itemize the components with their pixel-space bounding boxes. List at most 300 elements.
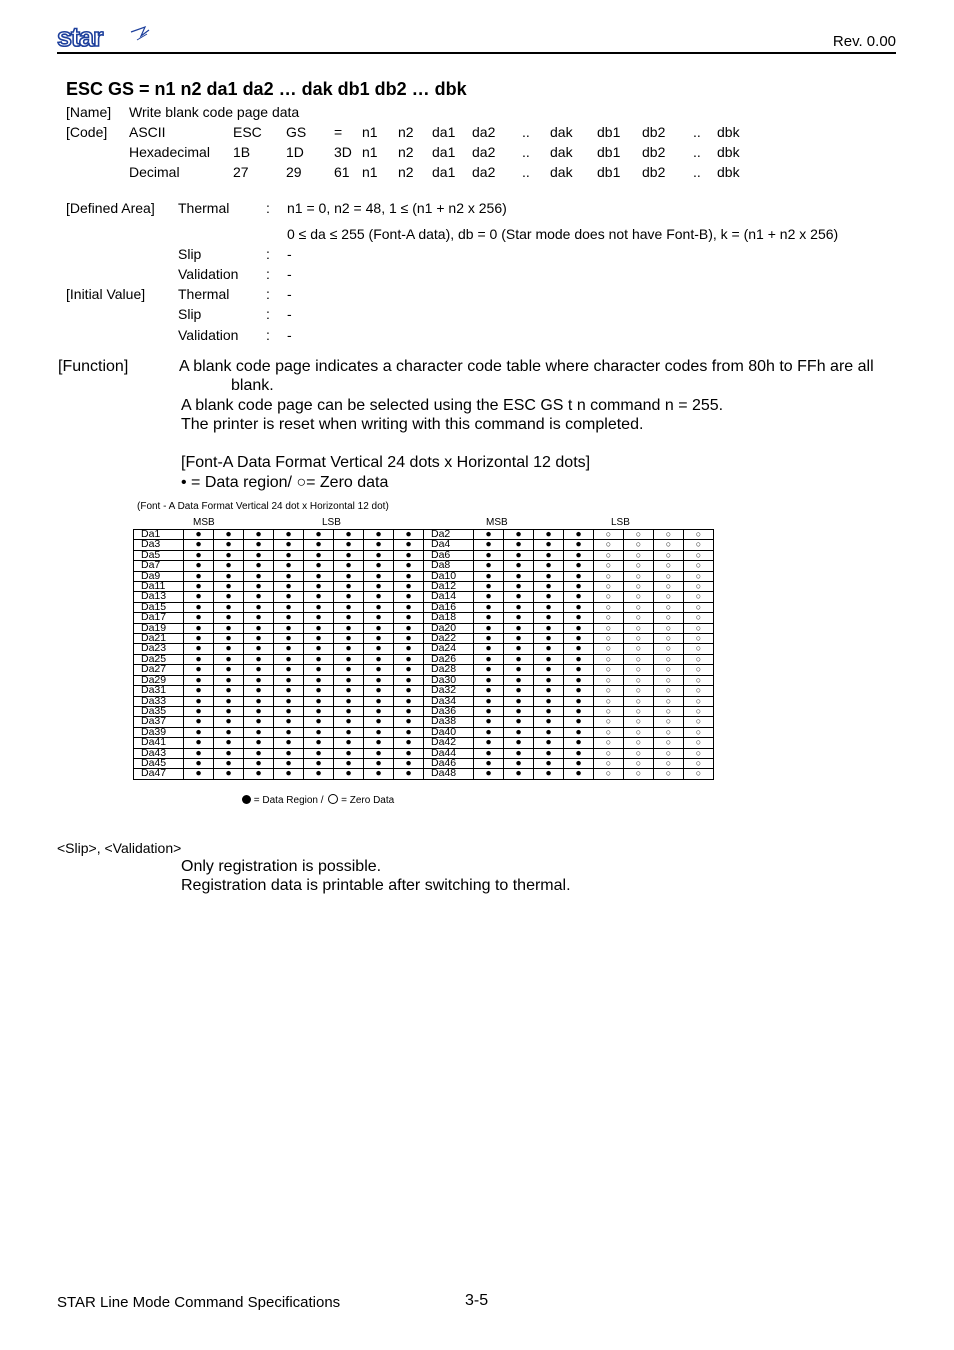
dot-cell: ○ — [624, 644, 654, 654]
dot-cell: ● — [504, 571, 534, 581]
dot-cell: ● — [274, 540, 304, 550]
dot-cell: ○ — [684, 717, 714, 727]
dot-cell: ● — [184, 769, 214, 779]
font-a-data-table — [133, 529, 714, 780]
row-label: Da28 — [424, 665, 474, 675]
dot-cell: ● — [244, 634, 274, 644]
dot-cell: ● — [244, 665, 274, 675]
dot-cell: ● — [214, 665, 244, 675]
dot-cell: ● — [214, 582, 244, 592]
dot-cell: ● — [334, 738, 364, 748]
dot-cell: ● — [304, 686, 334, 696]
dot-cell: ● — [564, 675, 594, 685]
code-cell: dak — [550, 164, 573, 180]
dot-cell: ● — [334, 592, 364, 602]
dot-cell: ○ — [654, 634, 684, 644]
dot-cell: ● — [364, 654, 394, 664]
table-row — [134, 686, 714, 696]
dot-cell: ● — [364, 561, 394, 571]
dot-cell: ○ — [594, 550, 624, 560]
dot-cell: ○ — [654, 582, 684, 592]
dot-cell: ○ — [594, 540, 624, 550]
dot-cell: ● — [334, 540, 364, 550]
code-cell: .. — [693, 164, 701, 180]
dot-cell: ○ — [684, 602, 714, 612]
dot-cell: ● — [304, 748, 334, 758]
dot-cell: ○ — [624, 665, 654, 675]
dot-cell: ● — [364, 613, 394, 623]
dot-cell: ● — [334, 571, 364, 581]
dot-cell: ● — [184, 696, 214, 706]
dot-cell: ○ — [654, 602, 684, 612]
dot-cell: ● — [474, 717, 504, 727]
dot-cell: ● — [504, 654, 534, 664]
dot-cell: ● — [564, 602, 594, 612]
dot-cell: ● — [304, 613, 334, 623]
dot-cell: ● — [214, 571, 244, 581]
dot-cell: ● — [504, 613, 534, 623]
dot-cell: ● — [334, 748, 364, 758]
dot-cell: ● — [394, 644, 424, 654]
dot-cell: ○ — [624, 654, 654, 664]
dot-cell: ● — [394, 623, 424, 633]
dot-cell: ● — [474, 644, 504, 654]
row-label: Da46 — [424, 758, 474, 768]
msb-label: MSB — [193, 517, 215, 528]
dot-cell: ● — [214, 675, 244, 685]
dot-cell: ● — [334, 634, 364, 644]
dot-cell: ● — [184, 530, 214, 540]
dot-cell: ● — [244, 748, 274, 758]
row-label: Da35 — [134, 706, 184, 716]
name-label: [Name] — [66, 104, 112, 120]
dot-cell: ○ — [684, 592, 714, 602]
dot-cell: ● — [214, 758, 244, 768]
dot-cell: ● — [564, 717, 594, 727]
dot-cell: ● — [474, 571, 504, 581]
dot-cell: ● — [394, 602, 424, 612]
dot-cell: ○ — [624, 717, 654, 727]
dot-cell: ○ — [594, 706, 624, 716]
dot-cell: ● — [394, 634, 424, 644]
code-cell: da2 — [472, 164, 496, 180]
dot-cell: ● — [394, 727, 424, 737]
dot-cell: ● — [274, 654, 304, 664]
code-cell: db1 — [597, 164, 621, 180]
dot-cell: ● — [504, 717, 534, 727]
function-p1-line2: blank. — [231, 377, 274, 394]
row-label: Da19 — [134, 623, 184, 633]
dot-cell: ○ — [654, 654, 684, 664]
dot-cell: ● — [394, 613, 424, 623]
slip-validation-line1: Only registration is possible. — [181, 858, 382, 875]
dot-cell: ○ — [684, 571, 714, 581]
dot-cell: ● — [214, 686, 244, 696]
dot-cell: ○ — [594, 686, 624, 696]
code-row-label: Decimal — [129, 164, 180, 180]
dot-cell: ● — [184, 644, 214, 654]
dot-cell: ○ — [654, 592, 684, 602]
code-cell: n1 — [362, 164, 378, 180]
dot-cell: ○ — [624, 530, 654, 540]
row-label: Da1 — [134, 530, 184, 540]
dot-cell: ● — [184, 561, 214, 571]
dot-cell: ○ — [654, 613, 684, 623]
dot-cell: ● — [244, 561, 274, 571]
dot-cell: ● — [274, 748, 304, 758]
dot-cell: ○ — [594, 654, 624, 664]
dot-cell: ● — [564, 540, 594, 550]
dot-cell: ○ — [684, 644, 714, 654]
dot-cell: ○ — [684, 623, 714, 633]
dot-cell: ● — [304, 571, 334, 581]
dot-cell: ● — [214, 634, 244, 644]
table-row — [134, 571, 714, 581]
dot-cell: ○ — [654, 540, 684, 550]
dot-cell: ● — [274, 717, 304, 727]
dot-cell: ● — [334, 561, 364, 571]
row-label: Da27 — [134, 665, 184, 675]
dot-cell: ● — [504, 696, 534, 706]
dot-cell: ● — [504, 738, 534, 748]
dot-cell: ● — [304, 530, 334, 540]
dot-cell: ● — [534, 550, 564, 560]
dot-cell: ● — [534, 571, 564, 581]
colon: : — [266, 327, 270, 343]
dot-cell: ○ — [684, 634, 714, 644]
dot-cell: ● — [504, 706, 534, 716]
dot-cell: ● — [334, 602, 364, 612]
dot-cell: ○ — [654, 530, 684, 540]
dot-cell: ● — [534, 634, 564, 644]
dot-cell: ● — [364, 530, 394, 540]
dot-cell: ● — [534, 727, 564, 737]
dot-cell: ● — [184, 623, 214, 633]
dot-cell: ● — [534, 769, 564, 779]
dot-cell: ● — [474, 530, 504, 540]
code-cell: db2 — [642, 164, 666, 180]
dot-cell: ● — [504, 592, 534, 602]
dot-cell: ● — [364, 769, 394, 779]
dot-cell: ● — [394, 571, 424, 581]
dot-cell: ○ — [654, 571, 684, 581]
dot-cell: ● — [474, 727, 504, 737]
dot-cell: ○ — [594, 758, 624, 768]
initial-thermal-label: Thermal — [178, 286, 230, 302]
defined-thermal-line1: n1 = 0, n2 = 48, 1 ≤ (n1 + n2 x 256) — [287, 200, 507, 216]
dot-cell: ○ — [654, 706, 684, 716]
row-label: Da38 — [424, 717, 474, 727]
dot-cell: ● — [274, 592, 304, 602]
dot-cell: ○ — [654, 769, 684, 779]
dot-cell: ○ — [684, 738, 714, 748]
code-cell: da1 — [432, 164, 456, 180]
dot-cell: ● — [394, 654, 424, 664]
dot-cell: ○ — [624, 582, 654, 592]
initial-slip-label: Slip — [178, 306, 202, 322]
dot-cell: ● — [244, 592, 274, 602]
dot-cell: ○ — [654, 758, 684, 768]
table-row — [134, 696, 714, 706]
row-label: Da3 — [134, 540, 184, 550]
code-cell: .. — [522, 144, 530, 160]
code-cell: db2 — [642, 124, 666, 140]
dot-cell: ○ — [624, 769, 654, 779]
colon: : — [266, 266, 270, 282]
dot-cell: ● — [274, 613, 304, 623]
dot-cell: ● — [394, 665, 424, 675]
dot-cell: ● — [474, 665, 504, 675]
dot-cell: ● — [474, 654, 504, 664]
row-label: Da26 — [424, 654, 474, 664]
colon: : — [266, 306, 270, 322]
dot-cell: ● — [184, 675, 214, 685]
row-label: Da12 — [424, 582, 474, 592]
table-row — [134, 644, 714, 654]
dot-cell: ● — [504, 675, 534, 685]
row-label: Da40 — [424, 727, 474, 737]
code-cell: .. — [522, 124, 530, 140]
table-caption: (Font - A Data Format Vertical 24 dot x Horizontal 12 dot) — [137, 501, 389, 512]
dot-cell: ● — [504, 748, 534, 758]
dot-cell: ○ — [594, 613, 624, 623]
row-label: Da48 — [424, 769, 474, 779]
table-row — [134, 769, 714, 779]
dot-cell: ● — [244, 706, 274, 716]
dot-cell: ● — [304, 706, 334, 716]
function-p1-line1: A blank code page indicates a character code table where character codes from 80h to FFh are all — [179, 358, 874, 375]
dot-cell: ○ — [684, 769, 714, 779]
dot-cell: ● — [534, 602, 564, 612]
dot-cell: ● — [214, 706, 244, 716]
dot-cell: ○ — [624, 561, 654, 571]
row-label: Da21 — [134, 634, 184, 644]
row-label: Da23 — [134, 644, 184, 654]
dot-cell: ● — [214, 550, 244, 560]
open-circle-icon — [328, 794, 338, 804]
dot-cell: ● — [274, 582, 304, 592]
dot-cell: ● — [474, 769, 504, 779]
code-cell: n2 — [398, 124, 414, 140]
dot-cell: ○ — [624, 550, 654, 560]
row-label: Da41 — [134, 738, 184, 748]
dot-cell: ● — [474, 738, 504, 748]
dot-cell: ● — [394, 686, 424, 696]
dot-cell: ● — [244, 530, 274, 540]
dot-cell: ● — [394, 675, 424, 685]
colon: : — [266, 246, 270, 262]
dot-cell: ● — [304, 675, 334, 685]
command-title: ESC GS = n1 n2 da1 da2 … dak db1 db2 … dbk — [66, 79, 467, 99]
dot-cell: ● — [304, 644, 334, 654]
dot-cell: ○ — [624, 758, 654, 768]
dot-cell: ● — [304, 696, 334, 706]
defined-slip-value: - — [287, 246, 292, 262]
row-label: Da5 — [134, 550, 184, 560]
dot-cell: ● — [334, 550, 364, 560]
table-legend — [242, 794, 394, 806]
dot-cell: ● — [474, 748, 504, 758]
dot-cell: ● — [274, 706, 304, 716]
defined-thermal-line2: 0 ≤ da ≤ 255 (Font-A data), db = 0 (Star mode does not have Font-B), k = (n1 + n2 x 256) — [287, 226, 839, 242]
dot-cell: ● — [474, 686, 504, 696]
row-label: Da43 — [134, 748, 184, 758]
dot-cell: ● — [364, 717, 394, 727]
dot-cell: ● — [534, 758, 564, 768]
dot-cell: ○ — [624, 592, 654, 602]
dot-cell: ○ — [594, 675, 624, 685]
code-cell: db2 — [642, 144, 666, 160]
dot-cell: ● — [334, 686, 364, 696]
dot-cell: ● — [244, 623, 274, 633]
dot-cell: ○ — [624, 727, 654, 737]
dot-cell: ○ — [654, 696, 684, 706]
code-cell: 1B — [233, 144, 251, 160]
initial-validation-value: - — [287, 327, 292, 343]
dot-cell: ○ — [594, 561, 624, 571]
dot-cell: ● — [214, 654, 244, 664]
legend-zero-text: = Zero Data — [341, 795, 395, 806]
dot-cell: ● — [184, 602, 214, 612]
code-row-label: ASCII — [129, 124, 166, 140]
dot-cell: ○ — [684, 654, 714, 664]
table-row — [134, 706, 714, 716]
dot-cell: ● — [564, 696, 594, 706]
dot-cell: ● — [394, 561, 424, 571]
dot-cell: ● — [364, 550, 394, 560]
defined-validation-value: - — [287, 266, 292, 282]
revision: Rev. 0.00 — [832, 33, 896, 50]
row-label: Da32 — [424, 686, 474, 696]
dot-cell: ● — [394, 592, 424, 602]
dot-cell: ○ — [684, 696, 714, 706]
dot-cell: ○ — [684, 706, 714, 716]
dot-cell: ○ — [684, 582, 714, 592]
dot-cell: ○ — [594, 582, 624, 592]
colon: : — [266, 286, 270, 302]
defined-area-label: [Defined Area] — [66, 200, 155, 216]
dot-cell: ● — [534, 686, 564, 696]
dot-cell: ● — [214, 748, 244, 758]
dot-cell: ● — [214, 717, 244, 727]
dot-cell: ● — [304, 540, 334, 550]
dot-cell: ○ — [654, 686, 684, 696]
legend-data-text: = Data Region / — [253, 795, 324, 806]
dot-cell: ● — [364, 686, 394, 696]
dot-cell: ● — [214, 644, 244, 654]
code-cell: da1 — [432, 144, 456, 160]
dot-cell: ● — [304, 592, 334, 602]
dot-cell: ● — [274, 769, 304, 779]
format-title: [Font-A Data Format Vertical 24 dots x Horizontal 12 dots] — [181, 454, 591, 471]
dot-cell: ● — [304, 561, 334, 571]
dot-cell: ● — [364, 696, 394, 706]
dot-cell: ○ — [594, 727, 624, 737]
dot-cell: ○ — [624, 696, 654, 706]
svg-text:star: star — [57, 24, 103, 50]
table-row — [134, 623, 714, 633]
dot-cell: ● — [364, 675, 394, 685]
dot-cell: ● — [274, 758, 304, 768]
row-label: Da31 — [134, 686, 184, 696]
code-cell: 3D — [334, 144, 352, 160]
table-row — [134, 602, 714, 612]
table-row — [134, 530, 714, 540]
table-row — [134, 550, 714, 560]
dot-cell: ● — [564, 644, 594, 654]
dot-cell: ● — [504, 665, 534, 675]
dot-cell: ○ — [594, 769, 624, 779]
dot-cell: ● — [394, 738, 424, 748]
dot-cell: ● — [214, 592, 244, 602]
dot-cell: ● — [244, 571, 274, 581]
colon: : — [266, 200, 270, 216]
dot-cell: ● — [334, 717, 364, 727]
code-cell: db1 — [597, 144, 621, 160]
dot-cell: ● — [474, 561, 504, 571]
row-label: Da16 — [424, 602, 474, 612]
dot-cell: ○ — [684, 758, 714, 768]
dot-cell: ● — [504, 769, 534, 779]
code-cell: db1 — [597, 124, 621, 140]
dot-cell: ● — [244, 644, 274, 654]
dot-cell: ● — [474, 540, 504, 550]
row-label: Da47 — [134, 769, 184, 779]
dot-cell: ● — [244, 758, 274, 768]
defined-validation-label: Validation — [178, 266, 239, 282]
table-row — [134, 738, 714, 748]
dot-cell: ● — [504, 727, 534, 737]
table-row — [134, 634, 714, 644]
dot-cell: ● — [364, 665, 394, 675]
dot-cell: ○ — [654, 738, 684, 748]
dot-cell: ● — [564, 686, 594, 696]
dot-cell: ○ — [654, 675, 684, 685]
dot-cell: ○ — [624, 675, 654, 685]
lsb-label: LSB — [611, 517, 630, 528]
dot-cell: ● — [364, 748, 394, 758]
table-row — [134, 582, 714, 592]
dot-cell: ● — [394, 696, 424, 706]
dot-cell: ● — [214, 613, 244, 623]
dot-cell: ● — [534, 748, 564, 758]
dot-cell: ● — [244, 654, 274, 664]
dot-cell: ● — [564, 550, 594, 560]
dot-cell: ● — [304, 582, 334, 592]
dot-cell: ● — [534, 706, 564, 716]
dot-cell: ● — [244, 686, 274, 696]
dot-cell: ● — [334, 675, 364, 685]
table-row — [134, 561, 714, 571]
dot-cell: ● — [534, 530, 564, 540]
dot-cell: ● — [504, 550, 534, 560]
dot-cell: ● — [504, 582, 534, 592]
dot-cell: ● — [334, 696, 364, 706]
function-label: [Function] — [58, 358, 129, 375]
dot-cell: ● — [334, 623, 364, 633]
dot-cell: ● — [364, 738, 394, 748]
dot-cell: ● — [534, 717, 564, 727]
dot-cell: ● — [184, 592, 214, 602]
dot-cell: ○ — [624, 623, 654, 633]
code-cell: dbk — [717, 164, 740, 180]
dot-cell: ○ — [654, 644, 684, 654]
table-row — [134, 654, 714, 664]
dot-cell: ● — [244, 540, 274, 550]
dot-cell: ● — [474, 758, 504, 768]
dot-cell: ● — [534, 696, 564, 706]
dot-cell: ○ — [684, 613, 714, 623]
